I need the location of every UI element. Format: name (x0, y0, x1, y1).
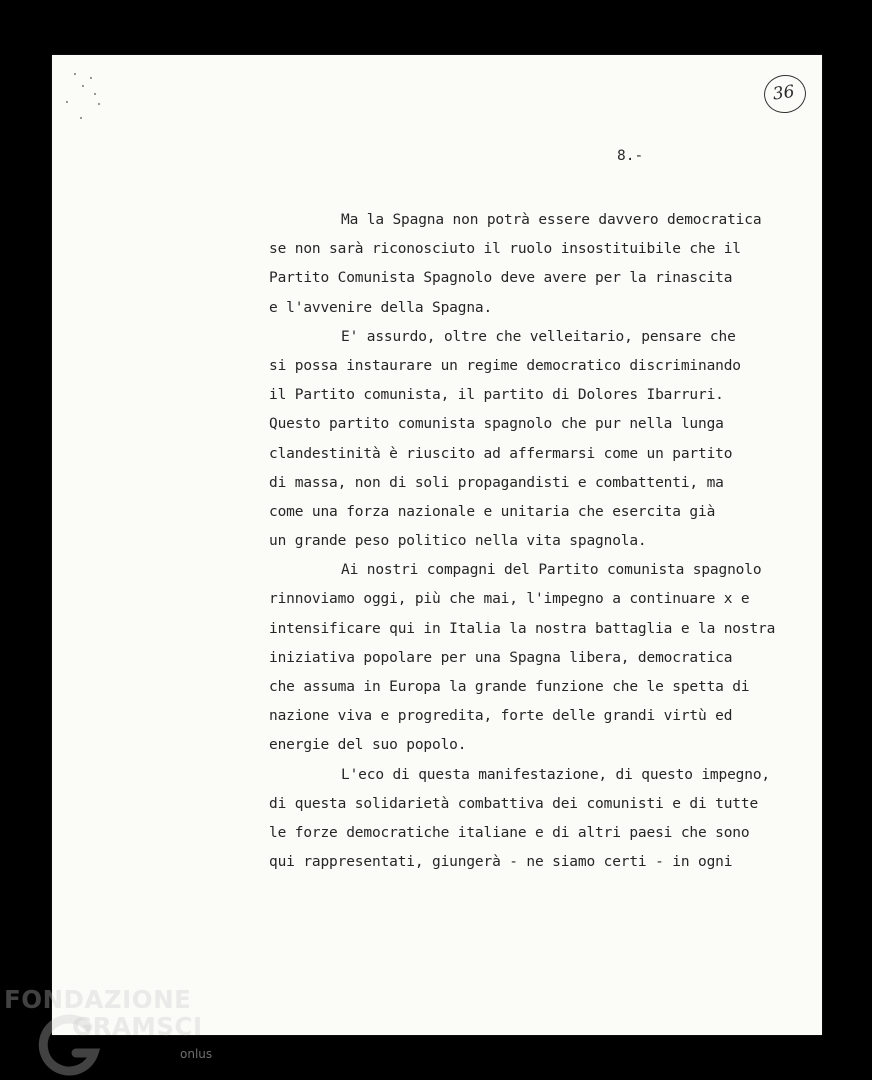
watermark-line2: GRAMSCI (72, 1012, 203, 1041)
text-line: iniziativa popolare per una Spagna libera, democratica (269, 649, 733, 666)
text-line: energie del suo popolo. (269, 737, 467, 754)
paper-speck (82, 85, 84, 87)
text-line: rinnoviamo oggi, più che mai, l'impegno a continuare x e (269, 591, 750, 608)
text-line: clandestinità è riuscito ad affermarsi come un partito (269, 445, 733, 462)
watermark-onlus: onlus (180, 1047, 213, 1061)
text-line: nazione viva e progredita, forte delle grandi virtù ed (269, 708, 733, 725)
text-line: il Partito comunista, il partito di Dolores Ibarruri. (269, 387, 724, 404)
paper-speck (98, 103, 100, 105)
text-line: se non sarà riconosciuto il ruolo insostituibile che il (269, 241, 741, 258)
text-line: intensificare qui in Italia la nostra battaglia e la nostra (269, 620, 776, 637)
paper-speck (90, 77, 92, 79)
text-line: un grande peso politico nella vita spagnola. (269, 533, 647, 550)
text-line: Partito Comunista Spagnolo deve avere per la rinascita (269, 270, 733, 287)
text-line: L'eco di questa manifestazione, di questo impegno, (341, 766, 770, 783)
paper-speck (94, 93, 96, 95)
text-line: Ma la Spagna non potrà essere davvero democratica (341, 212, 762, 228)
text-line: le forze democratiche italiane e di altri paesi che sono (269, 824, 750, 841)
text-line: e l'avvenire della Spagna. (269, 299, 493, 316)
text-line: che assuma in Europa la grande funzione che le spetta di (269, 679, 750, 695)
typewritten-body (269, 206, 809, 877)
document-page (52, 55, 822, 1035)
text-line: Questo partito comunista spagnolo che pur nella lunga (269, 416, 724, 433)
handwritten-page-mark (762, 72, 809, 115)
paper-speck (80, 117, 82, 119)
text-line: di questa solidarietà combattiva dei comunisti e di tutte (269, 795, 759, 812)
text-line: come una forza nazionale e unitaria che esercita già (269, 503, 716, 520)
text-line: di massa, non di soli propagandisti e combattenti, ma (269, 474, 724, 491)
page-number: 8.- (617, 148, 644, 164)
text-line: Ai nostri compagni del Partito comunista spagnolo (341, 562, 762, 579)
handwritten-number: 36 (771, 81, 796, 105)
paper-speck (66, 101, 68, 103)
fondazione-gramsci-watermark (4, 985, 234, 1080)
text-line: qui rappresentati, giungerà - ne siamo certi - in ogni (269, 854, 733, 871)
watermark-line1: FONDAZIONE (4, 985, 192, 1014)
text-line: si possa instaurare un regime democratico discriminando (269, 357, 741, 374)
paper-speck (74, 73, 76, 75)
text-line: E' assurdo, oltre che velleitario, pensare che (341, 328, 736, 345)
